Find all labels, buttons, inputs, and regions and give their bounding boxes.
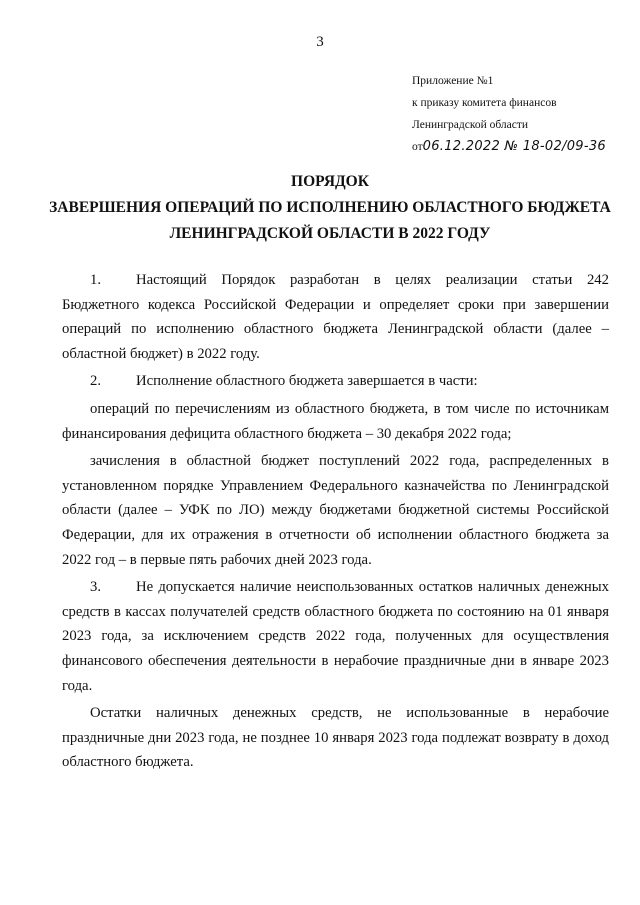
- paragraph-1-number: 1.: [90, 272, 102, 288]
- paragraph-2-number: 2.: [90, 373, 102, 390]
- document-body: [62, 268, 609, 775]
- paragraph-2: [62, 369, 609, 394]
- paragraph-3-text: Не допускается наличие неиспользованных остатков наличных денежных средств в кассах получателей средств областного бюджета по состоянию на 01 января 2023 года, за исключением средств 2022 года, полученных для осуществления финансового обеспечения деятельности в нерабочие праздничные дни в январе 2023 года.: [62, 579, 609, 694]
- appendix-block: [412, 70, 632, 158]
- handwritten-date-number: 06.12.2022 № 18-02/09-36: [422, 139, 606, 154]
- paragraph-2-text: Исполнение областного бюджета завершается в части:: [136, 373, 478, 390]
- paragraph-2a: операций по перечислениям из областного бюджета, в том числе по источникам финансирования дефицита областного бюджета – 30 декабря 2022 года;: [62, 400, 609, 442]
- appendix-line-3: Ленинградской области: [412, 119, 529, 131]
- document-subtitle-line-1: ЗАВЕРШЕНИЯ ОПЕРАЦИЙ ПО ИСПОЛНЕНИЮ ОБЛАСТНОГО БЮДЖЕТА: [49, 199, 611, 216]
- appendix-line-2: к приказу комитета финансов: [412, 97, 557, 109]
- paragraph-1-text: Настоящий Порядок разработан в целях реализации статьи 242 Бюджетного кодекса Российской Федерации и определяет сроки при завершении операций по исполнению областного бюджета Ленинградской области (далее – областной бюджет) в 2022 году.: [62, 272, 609, 362]
- page-number: 3: [316, 34, 324, 50]
- appendix-date-line: [412, 136, 632, 158]
- paragraph-3: [62, 575, 609, 698]
- paragraph-3a: Остатки наличных денежных средств, не использованные в нерабочие праздничные дни 2023 года, не позднее 10 января 2023 года подлежат возврату в доход областного бюджета.: [62, 705, 609, 771]
- appendix-line-1: Приложение №1: [412, 75, 494, 87]
- document-title: ПОРЯДОК: [291, 173, 369, 190]
- paragraph-2b: зачисления в областной бюджет поступлений 2022 года, распределенных в установленном порядке Управлением Федерального казначейства по Ленинградской области (далее – УФК по ЛО) между бюджетами бюджетной системы Российской Федерации, для их отражения в отчетности об исполнении областного бюджета за 2022 год – в первые пять рабочих дней 2023 года.: [62, 453, 609, 568]
- document-subtitle-line-2: ЛЕНИНГРАДСКОЙ ОБЛАСТИ В 2022 ГОДУ: [169, 225, 491, 242]
- appendix-date-prefix: от: [412, 141, 423, 153]
- paragraph-1: [62, 268, 609, 366]
- paragraph-3-number: 3.: [90, 579, 102, 596]
